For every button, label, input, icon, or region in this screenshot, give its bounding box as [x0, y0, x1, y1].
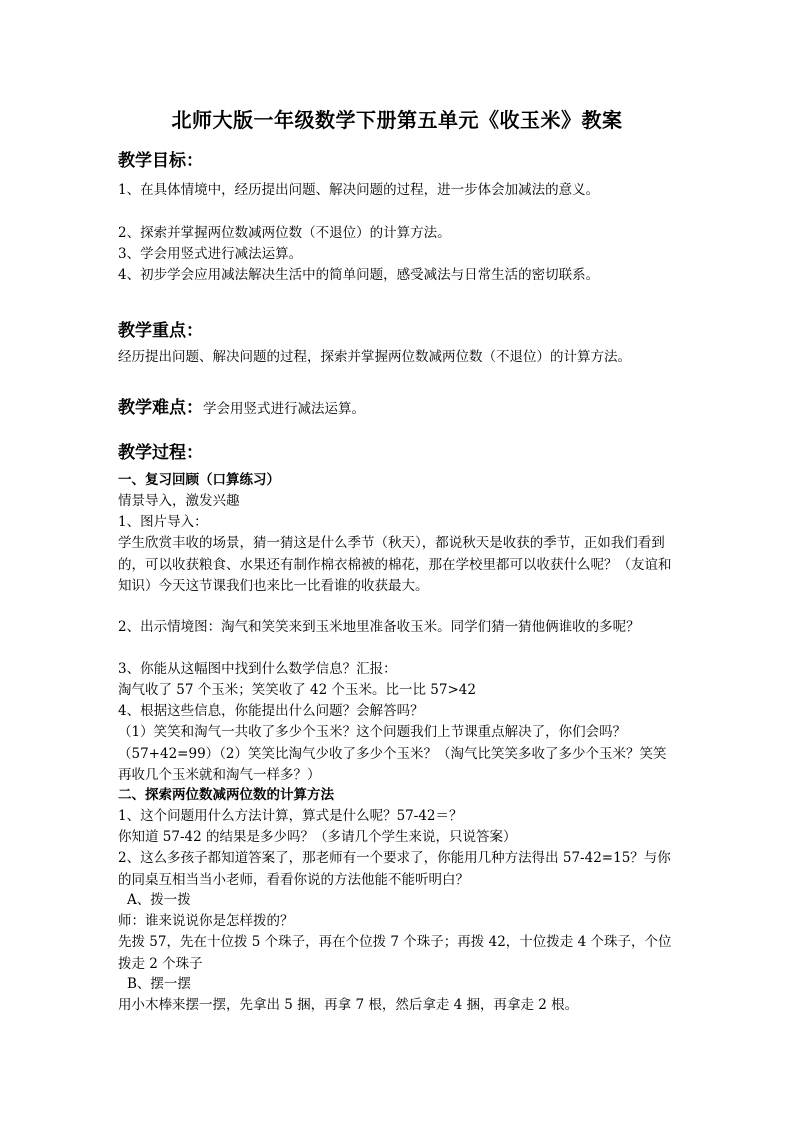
objective-item-4: 4、初步学会应用减法解决生活中的简单问题，感受减法与日常生活的密切联系。	[118, 267, 600, 283]
difficulty-row	[118, 398, 678, 421]
section2-heading: 二、探索两位数减两位数的计算方法	[118, 787, 334, 803]
section2-line: 用小木棒来摆一摆，先拿出 5 捆，再拿 7 根，然后拿走 4 捆，再拿走 2 根。	[118, 997, 579, 1013]
objective-item-1: 1、在具体情境中，经历提出问题、解决问题的过程，进一步体会加减法的意义。	[118, 182, 600, 198]
section2-subheading-a: A、拨一拨	[127, 892, 191, 908]
process-heading: 教学过程：	[118, 443, 203, 463]
key-points-heading: 教学重点：	[118, 321, 203, 341]
section1-line: 1、图片导入：	[118, 514, 208, 530]
objective-item-2: 2、探索并掌握两位数减两位数（不退位）的计算方法。	[118, 225, 451, 241]
section2-paragraph: 先拨 57，先在十位拨 5 个珠子，再在个位拨 7 个珠子；再拨 42，十位拨走 4 个珠子，个位拨走 2 个珠子	[118, 934, 672, 972]
section1-paragraph: 学生欣赏丰收的场景，猜一猜这是什么季节（秋天），都说秋天是收获的季节，正如我们看到的，可以收获粮食、水果还有制作棉衣棉被的棉花，那在学校里都可以收获什么呢？（友谊和知识）今天这节课我们也来比一比看谁的收获最大。	[118, 535, 672, 594]
section1-line: 情景导入，激发兴趣	[118, 493, 240, 509]
key-points-text: 经历提出问题、解决问题的过程，探索并掌握两位数减两位数（不退位）的计算方法。	[118, 349, 631, 365]
section2-subheading-b: B、摆一摆	[127, 976, 191, 992]
section1-line: 3、你能从这幅图中找到什么数学信息？汇报：	[118, 661, 397, 677]
section2-paragraph: 2、这么多孩子都知道答案了，那老师有一个要求了，你能用几种方法得出 57-42=15？与你的同桌互相当当小老师，看看你说的方法他能不能听明白？	[118, 850, 671, 888]
section1-paragraph: （1）笑笑和淘气一共收了多少个玉米？这个问题我们上节课重点解决了，你们会吗？（57+42=99）（2）笑笑比淘气少收了多少个玉米？（淘气比笑笑多收了多少个玉米？笑笑再收几个玉米就和淘气一样多？）	[118, 724, 667, 783]
section2-line: 师：谁来说说你是怎样拨的？	[118, 913, 294, 929]
document-title: 北师大版一年级数学下册第五单元《收玉米》教案	[171, 108, 623, 132]
difficulty-text: 学会用竖式进行减法运算。	[203, 401, 365, 417]
section2-line: 1、这个问题用什么方法计算，算式是什么呢？57-42＝？	[118, 808, 463, 824]
section1-heading: 一、复习回顾（口算练习）	[118, 472, 280, 488]
section1-paragraph: 2、出示情境图：淘气和笑笑来到玉米地里准备收玉米。同学们猜一猜他俩谁收的多呢？	[118, 619, 640, 635]
section2-line: 你知道 57-42 的结果是多少吗？（多请几个学生来说，只说答案）	[118, 829, 517, 845]
objectives-heading: 教学目标：	[118, 151, 203, 171]
difficulty-heading: 教学难点：	[118, 398, 203, 418]
section1-line: 4、根据这些信息，你能提出什么问题？会解答吗？	[118, 703, 424, 719]
objective-item-3: 3、学会用竖式进行减法运算。	[118, 246, 303, 262]
section1-line: 淘气收了 57 个玉米；笑笑收了 42 个玉米。比一比 57>42	[118, 682, 476, 698]
